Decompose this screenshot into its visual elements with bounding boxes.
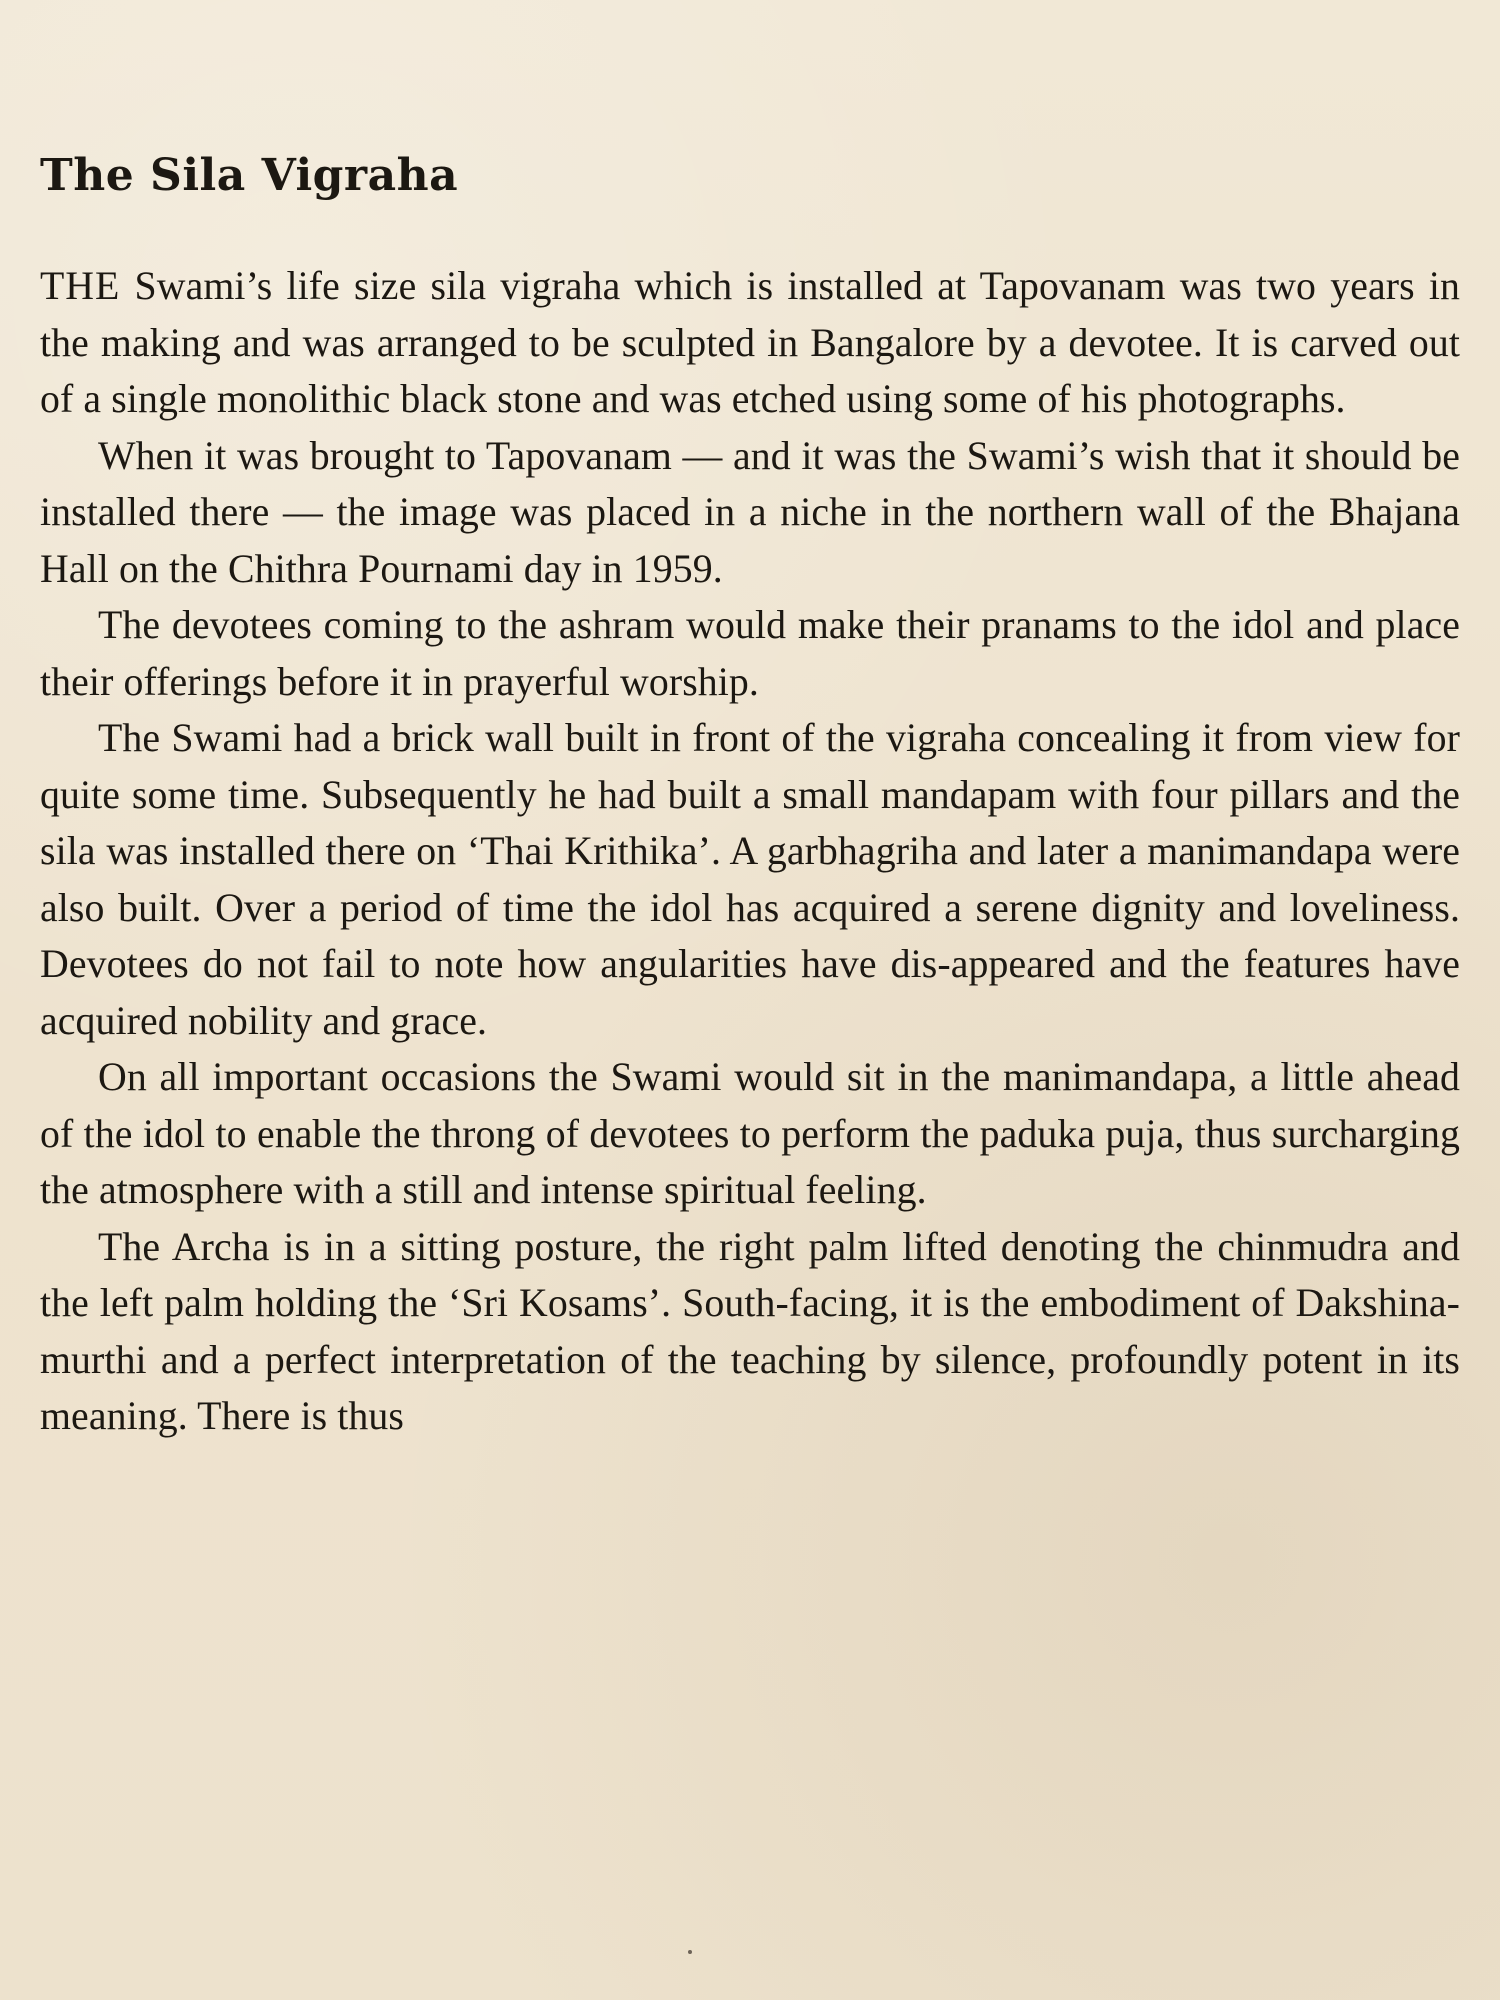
paragraph-2: When it was brought to Tapovanam — and it was the Swami’s wish that it should be installed there — the image was placed in a niche in the northern wall of the Bhajana Hall on the Chithra Pournami day in 1959. [40, 433, 1460, 591]
page-mark [688, 1950, 692, 1954]
section-title: The Sila Vigraha [40, 150, 459, 201]
paragraph-3: The devotees coming to the ashram would make their pranams to the idol and place their offerings before it in prayerful worship. [40, 603, 1460, 704]
paragraph-6: The Archa is in a sitting posture, the right palm lifted denoting the chinmudra and the left palm holding the ‘Sri Kosams’. South-facing, it is the embodiment of Dakshina-murthi and a perfect interpretation of the teaching by silence, profoundly potent in its meaning. There is thus [40, 1224, 1460, 1438]
paragraph-5: On all important occasions the Swami would sit in the manimandapa, a little ahead of the idol to enable the throng of devotees to perform the paduka puja, thus surcharging the atmosphere with a still and intense spiritual feeling. [40, 1055, 1460, 1212]
paragraph-1 [40, 258, 1460, 428]
paragraph-1-text: Swami’s life size sila vigraha which is installed at Tapovanam was two years in the making and was arranged to be sculpted in Bangalore by a devotee. It is carved out of a single monolithic black stone and was etched using some of his photographs. [40, 264, 1460, 421]
page-content [40, 150, 1460, 1445]
paragraph-4: The Swami had a brick wall built in front of the vigraha concealing it from view for quite some time. Subsequently he had built a small mandapam with four pillars and the sila was installed there on ‘Thai Krithika’. A garbhagriha and later a manimandapa were also built. Over a period of time the idol has acquired a serene dignity and loveliness. Devotees do not fail to note how angularities have dis-appeared and the features have acquired nobility and grace. [40, 716, 1460, 1043]
paragraph-1-first-word: THE [40, 264, 121, 308]
